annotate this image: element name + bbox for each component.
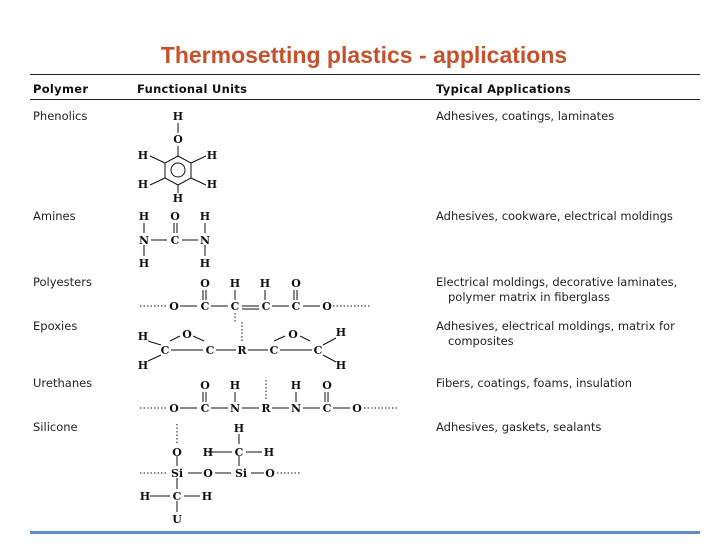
atom-h: H xyxy=(335,359,347,372)
atom-h: H xyxy=(172,192,184,205)
polymer-silicone: Silicone xyxy=(33,420,78,434)
atom-h: H xyxy=(137,149,149,162)
atom-o: O xyxy=(291,277,301,290)
atom-n: N xyxy=(199,234,211,247)
application-line: polymer matrix in fiberglass xyxy=(448,290,610,304)
atom-o: O xyxy=(200,277,210,290)
atom-c: C xyxy=(234,446,244,459)
header-polymer: Polymer xyxy=(33,82,89,96)
atom-c: C xyxy=(170,234,180,247)
atom-o: O xyxy=(200,379,210,392)
atom-h: H xyxy=(139,490,151,503)
application-line: Adhesives, gaskets, sealants xyxy=(436,420,602,434)
atom-o: O xyxy=(352,402,362,415)
atom-h: H xyxy=(259,277,271,290)
atom-c: C xyxy=(261,300,271,313)
atom-h: H xyxy=(290,379,302,392)
atom-o: O xyxy=(322,300,332,313)
atom-o: O xyxy=(173,133,183,146)
atom-c: C xyxy=(313,344,323,357)
atom-h: H xyxy=(229,277,241,290)
application-line: Adhesives, electrical moldings, matrix for xyxy=(436,319,675,333)
polymer-phenolics: Phenolics xyxy=(33,109,88,123)
atom-h: H xyxy=(201,490,213,503)
polymer-polyesters: Polyesters xyxy=(33,275,92,289)
header-functional-units: Functional Units xyxy=(137,82,248,96)
atom-c: C xyxy=(291,300,301,313)
atom-o: O xyxy=(288,328,298,341)
atom-c: C xyxy=(200,402,210,415)
atom-h: H xyxy=(202,446,214,459)
application-line: composites xyxy=(448,334,514,348)
structure-amines xyxy=(139,210,210,270)
atom-h: H xyxy=(138,210,150,223)
polymer-urethanes: Urethanes xyxy=(33,376,93,390)
polymer-amines: Amines xyxy=(33,209,76,223)
atom-n: N xyxy=(138,234,150,247)
polymer-epoxies: Epoxies xyxy=(33,319,78,333)
structure-epoxies xyxy=(138,322,346,372)
atom-h: H xyxy=(206,178,218,191)
atom-o: O xyxy=(265,467,275,480)
atom-o: O xyxy=(203,467,213,480)
atom-c: C xyxy=(322,402,332,415)
atom-h: H xyxy=(233,422,245,435)
application-line: Fibers, coatings, foams, insulation xyxy=(436,376,633,390)
atom-r: R xyxy=(261,402,271,415)
atom-h: H xyxy=(206,149,218,162)
application-line: Electrical moldings, decorative laminates, xyxy=(436,275,678,289)
page-title: Thermosetting plastics - applications xyxy=(160,42,568,68)
atom-si: Si xyxy=(170,467,184,480)
header-typical-applications: Typical Applications xyxy=(436,82,571,96)
atom-h: H xyxy=(199,257,211,270)
atom-h: H xyxy=(137,359,149,372)
atom-si: Si xyxy=(234,467,248,480)
atom-c: C xyxy=(230,300,240,313)
atom-n: N xyxy=(229,402,241,415)
atom-c: C xyxy=(160,344,170,357)
structure-urethanes xyxy=(140,379,398,415)
atom-n: N xyxy=(290,402,302,415)
atom-o: O xyxy=(172,446,182,459)
atom-h: H xyxy=(199,210,211,223)
atom-o: O xyxy=(169,300,179,313)
atom-h: H xyxy=(263,446,275,459)
atom-c: C xyxy=(205,344,215,357)
structure-silicone xyxy=(140,422,300,526)
application-line: Adhesives, coatings, laminates xyxy=(436,109,615,123)
atom-o: O xyxy=(169,402,179,415)
atom-c: C xyxy=(200,300,210,313)
bottom-bar xyxy=(30,531,700,534)
atom-c: C xyxy=(269,344,279,357)
application-line: Adhesives, cookware, electrical moldings xyxy=(436,209,673,223)
atom-o: O xyxy=(170,210,180,223)
atom-u: U xyxy=(172,513,182,526)
atom-o: O xyxy=(322,379,332,392)
atom-c: C xyxy=(172,490,182,503)
atom-h: H xyxy=(172,110,184,123)
atom-o: O xyxy=(182,328,192,341)
atom-h: H xyxy=(137,178,149,191)
atom-h: H xyxy=(137,330,149,343)
atom-h: H xyxy=(229,379,241,392)
structure-polyesters xyxy=(140,277,370,323)
atom-r: R xyxy=(237,344,247,357)
structure-phenolics xyxy=(138,110,217,205)
atom-h: H xyxy=(138,257,150,270)
atom-h: H xyxy=(335,326,347,339)
